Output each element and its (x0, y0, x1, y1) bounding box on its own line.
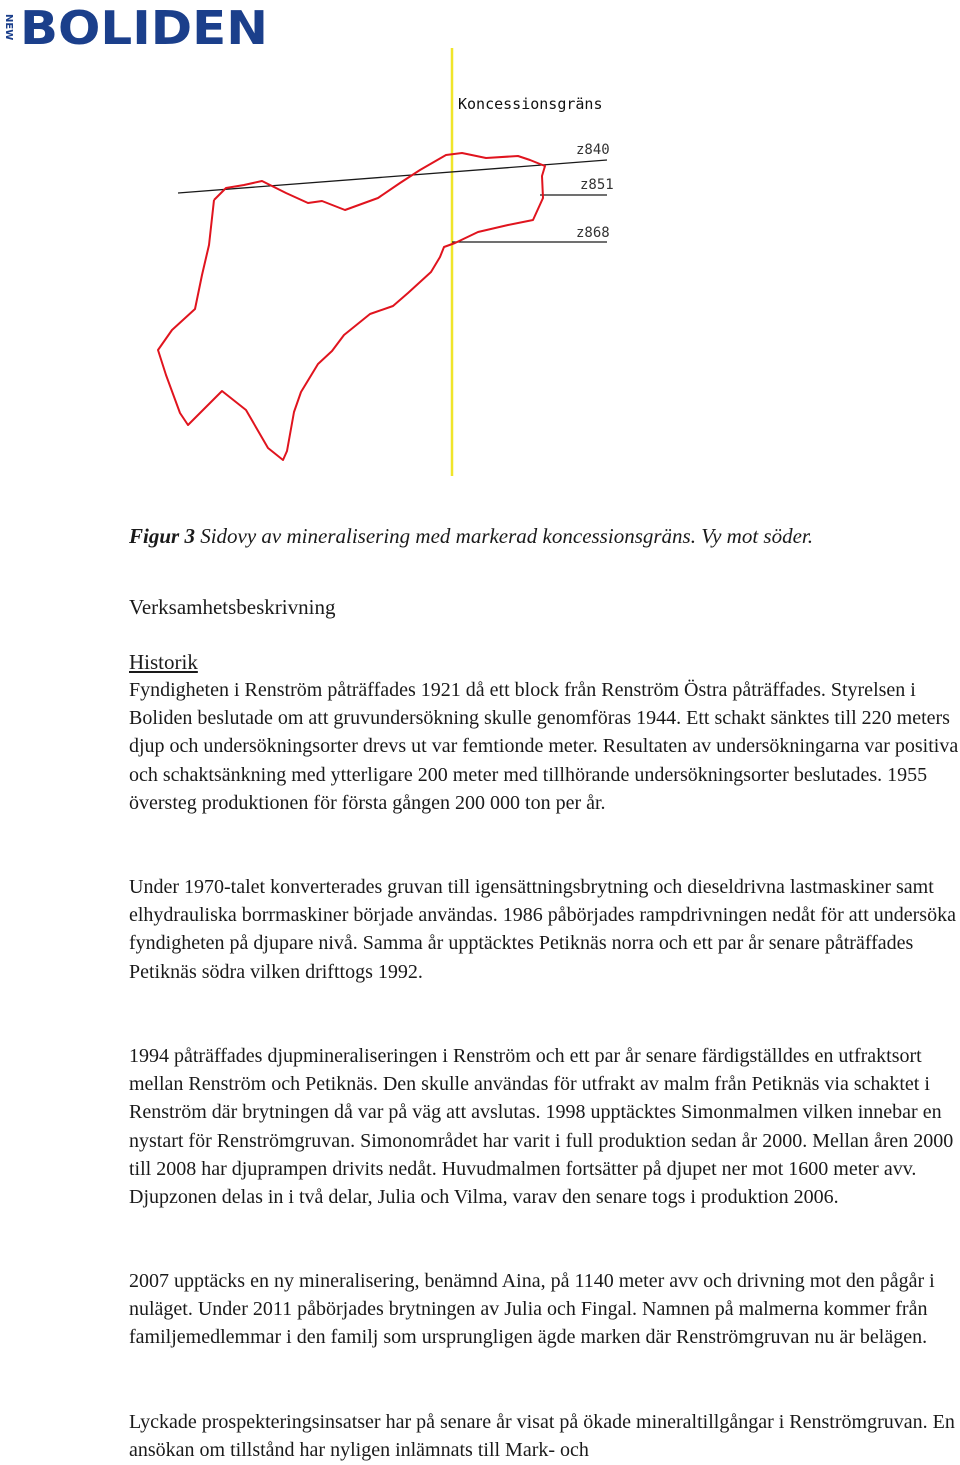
logo-prefix-text: NEW (3, 14, 14, 41)
paragraph-5: Lyckade prospekteringsinsatser har på senare år visat på ökade mineraltillgångar i Renströmgruvan. En ansökan om tillstånd har nyligen inlämnats till Mark- och (129, 1411, 955, 1462)
figure-caption (129, 521, 929, 551)
figure-caption-label: Figur 3 (129, 524, 195, 548)
concession-boundary-label: Koncessionsgräns (458, 95, 603, 113)
paragraph-2: Under 1970-talet konverterades gruvan till igensättningsbrytning och dieseldrivna lastmaskiner samt elhydrauliska borrmaskiner började användas. 1986 påbörjades rampdrivningen nedåt för att undersöka fyndigheten på djupare nivå. Samma år upptäcktes Petiknäs norra och ett par år senare påträffades Petiknäs södra vilken drifttogs 1992. (129, 876, 956, 983)
paragraph-4: 2007 upptäcks en ny mineralisering, benämnd Aina, på 1140 meter avv och drivning mot den pågår i nuläget. Under 2011 påbörjades brytningen av Julia och Fingal. Namnen på malmerna kommer från familjemedlemmar i den familj som ursprungligen ägde marken där Renströmgruvan nu är belägen. (129, 1270, 935, 1349)
level-label-z851: z851 (580, 177, 614, 193)
mineralization-outline (158, 153, 545, 460)
level-label-z868: z868 (576, 225, 610, 241)
mineralization-side-view (0, 0, 960, 500)
paragraph-3: 1994 påträffades djupmineraliseringen i Renström och ett par år senare färdigställdes en utfraktsort mellan Renström och Petiknäs. Den skulle användas för utfrakt av malm från Petiknäs via schaktet i Renström där brytningen då var på väg att avslutas. 1998 upptäcktes Simonmalmen vilken innebar en nystart för Renströmgruvan. Simonområdet har varit i full produktion sedan år 2000. Mellan åren 2000 till 2008 har djuprampen drivits nedåt. Huvudmalmen fortsätter på djupet ner mot 1600 meter avv. Djupzonen delas in i två delar, Julia och Vilma, varav den senare togs i produktion 2006. (129, 1045, 954, 1209)
section-subheading: Historik (129, 650, 198, 674)
logo-wordmark: BOLIDEN (20, 1, 268, 52)
level-label-z840: z840 (576, 142, 610, 158)
section-heading: Verksamhetsbeskrivning (129, 595, 336, 619)
figure-caption-text: Sidovy av mineralisering med markerad koncessionsgräns. Vy mot söder. (194, 524, 814, 548)
paragraph-1: Fyndigheten i Renström påträffades 1921 då ett block från Renström Östra påträffades. Styrelsen i Boliden beslutade om att gruvundersökning skulle genomföras 1944. Ett schakt sänktes till 220 meters djup och undersökningsorter drevs ut var femtionde meter. Resultaten av undersökningarna var positiva och schaktsänkning med ytterligare 200 meter med tillhörande undersökningsorter beslutades. 1955 översteg produktionen för första gången 200 000 ton per år. (129, 679, 959, 814)
